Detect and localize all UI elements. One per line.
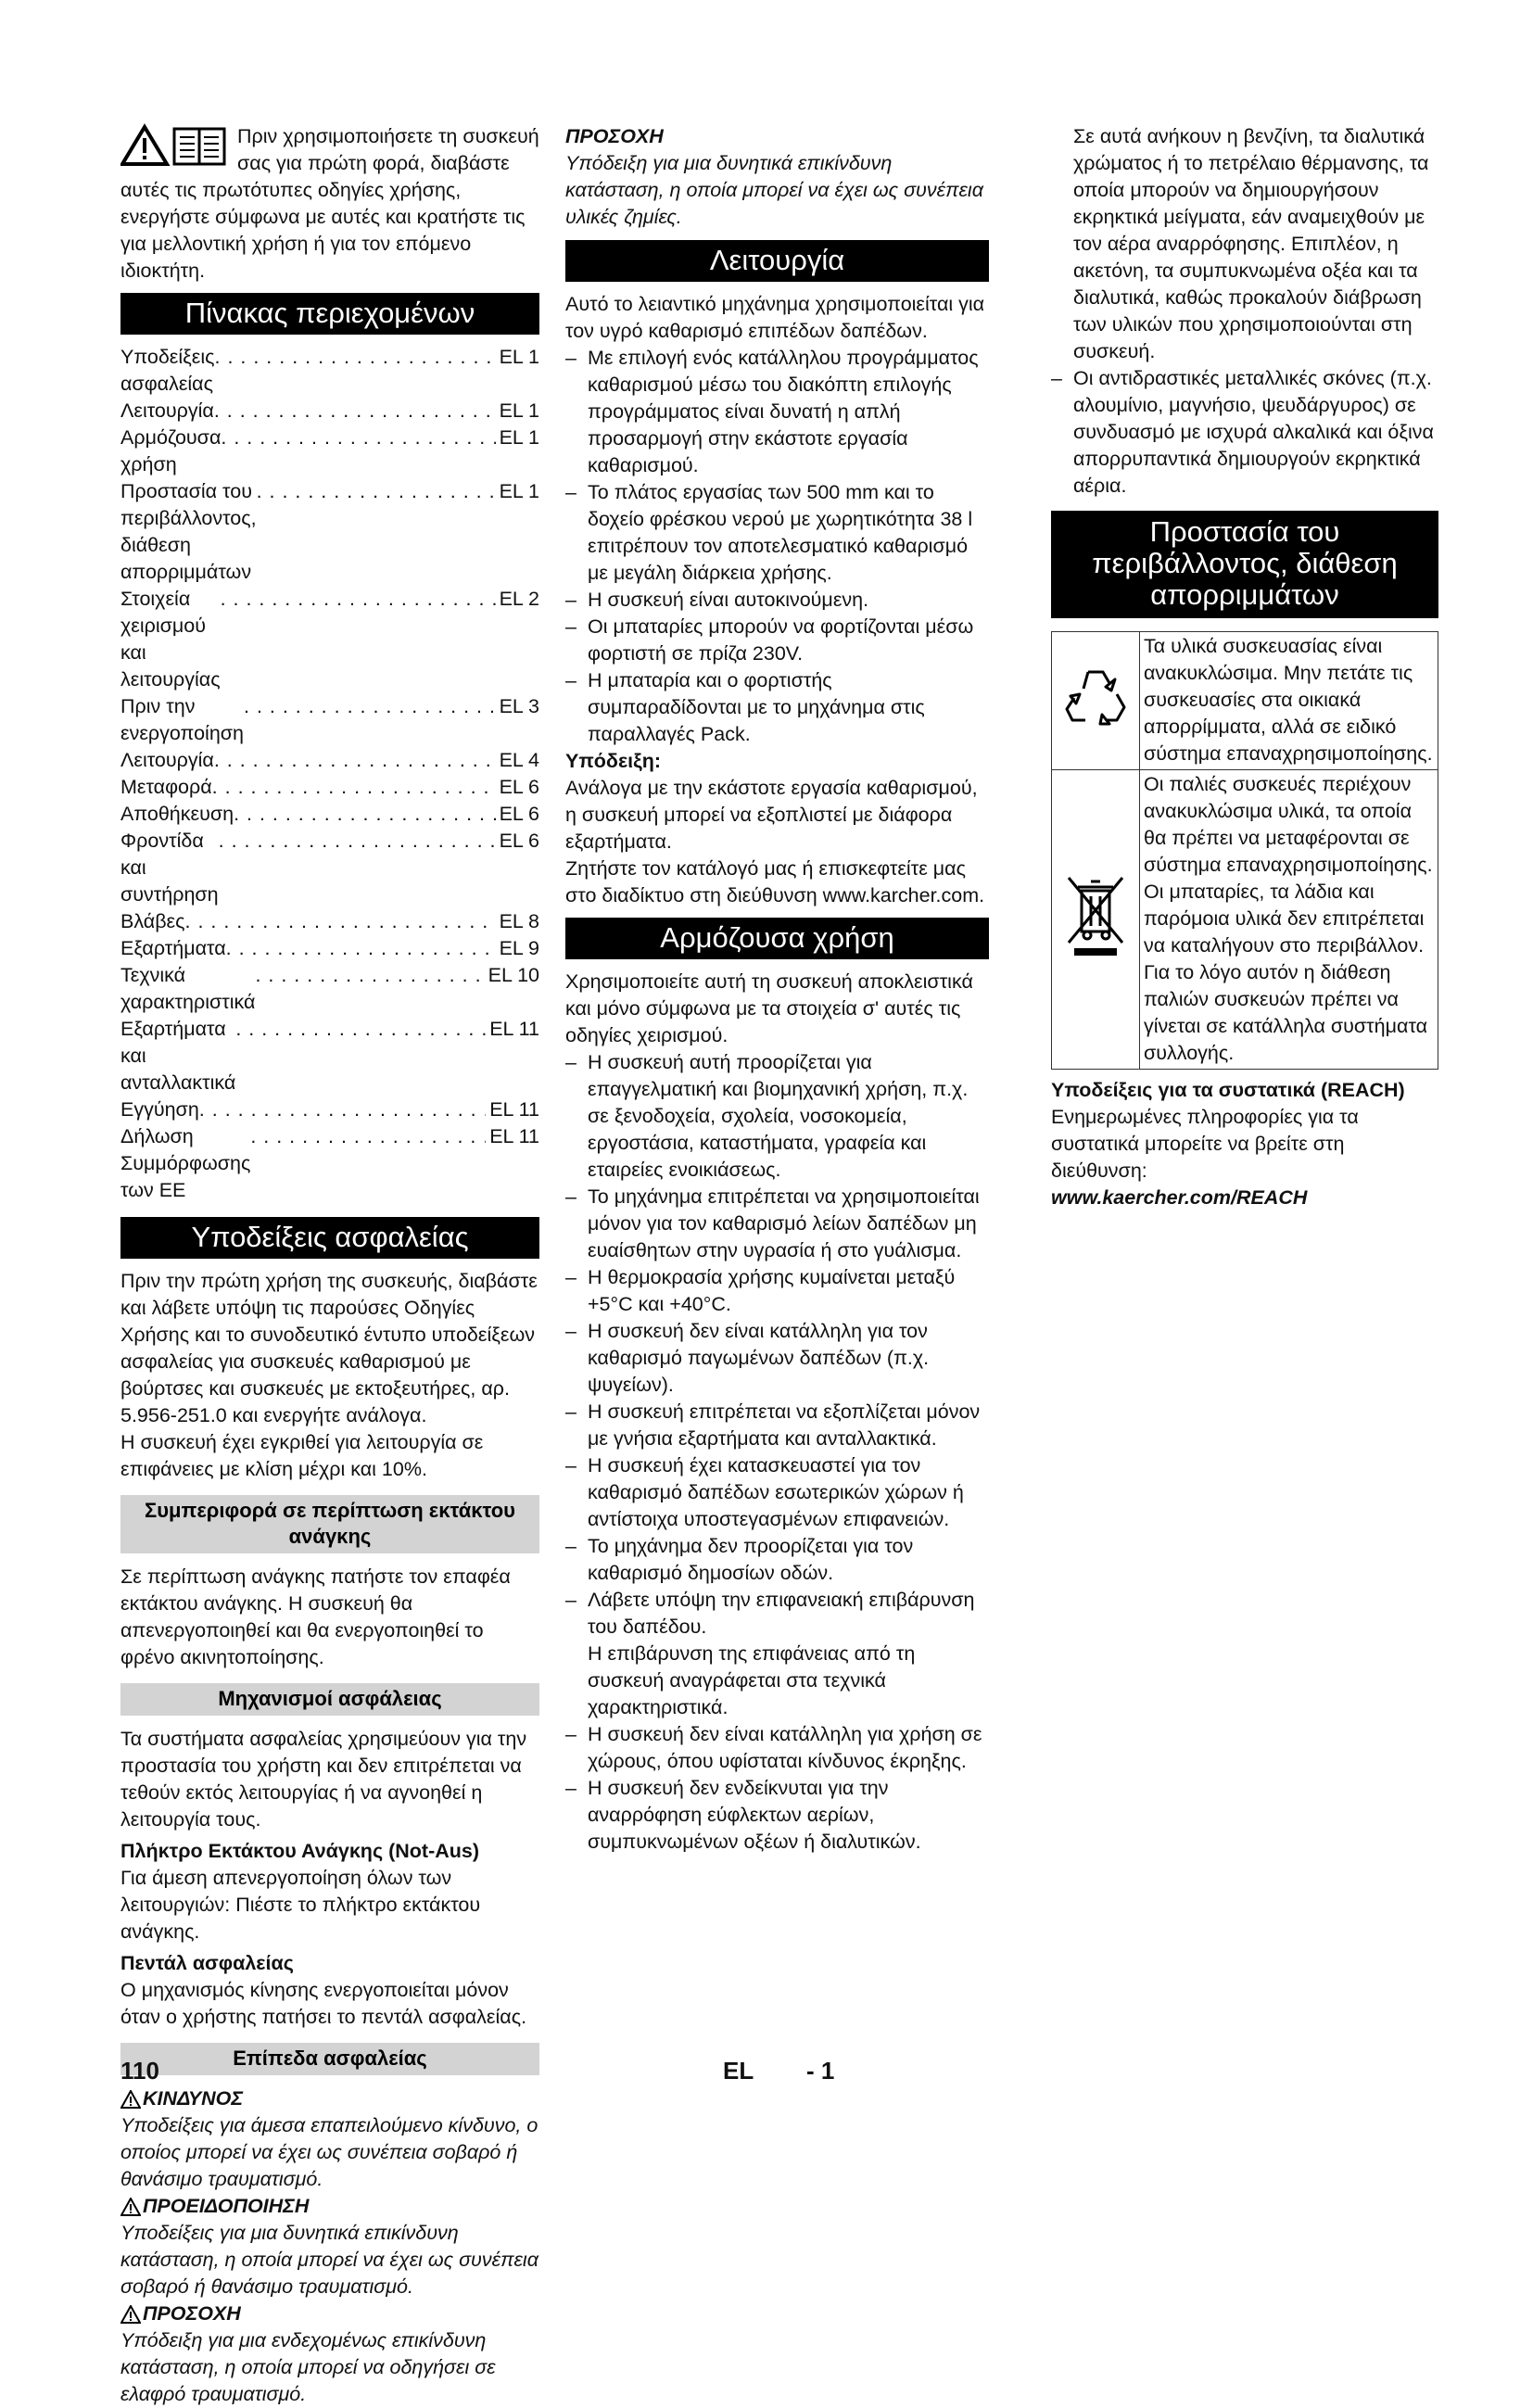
safety-approval: Η συσκευή έχει εγκριθεί για λειτουργία σε επιφάνειες με κλίση μέχρι και 10%. <box>120 1431 484 1480</box>
mechanisms-text: Τα συστήματα ασφαλείας χρησιμεύουν για την προστασία του χρήστη και δεν επιτρέπεται να τεθούν εκτός λειτουργίας ή να αγνοηθεί η λειτουργία τους. <box>120 1728 527 1831</box>
toc-entry[interactable]: Εγγύηση . . . EL 11 <box>120 1096 539 1123</box>
usage-list <box>565 1049 989 1856</box>
attention-label: ΠΡΟΣΟΧΗ <box>565 125 664 147</box>
toc-entry[interactable]: Στοιχεία χειρισμού και λειτουργίας . . . EL 2 <box>120 586 539 693</box>
reach-link[interactable]: www.kaercher.com/REACH <box>1051 1186 1308 1209</box>
recycling-icon <box>1052 632 1140 770</box>
toc-entry[interactable]: Αρμόζουσα χρήση . . . EL 1 <box>120 425 539 478</box>
packaging-text: Τα υλικά συσκευασίας είναι ανακυκλώσιμα. Μην πετάτε τις συσκευασίες στα οικιακά απορρίμματα, αλλά σε ειδικό σύστημα επαναχρησιμοποίησης. <box>1140 632 1438 770</box>
page-number: 110 <box>120 2057 159 2085</box>
toc-entry[interactable]: Τεχνικά χαρακτηριστικά . . . EL 10 <box>120 962 539 1016</box>
toc-entry[interactable]: Εξαρτήματα . . . EL 9 <box>120 935 539 962</box>
safety-intro: Πριν την πρώτη χρήση της συσκευής, διαβάστε και λάβετε υπόψη τις παρούσες Οδηγίες Χρήσης και το συνοδευτικό έντυπο υποδείξεων ασφαλείας για συσκευές καθαρισμού με βούρτσες και συσκευές με εκτοξευτήρες, αρ. 5.956-251.0 και ενεργήτε ανάλογα. <box>120 1270 538 1426</box>
attention-text: Υπόδειξη για μια δυνητικά επικίνδυνη κατάσταση, η οποία μπορεί να έχει ως συνέπεια υλικές ζημίες. <box>565 152 983 228</box>
column-right <box>1051 123 1438 1211</box>
levels-heading: Επίπεδα ασφαλείας <box>120 2043 539 2075</box>
note-heading: Υπόδειξη: <box>565 750 662 772</box>
pedal-heading: Πεντάλ ασφαλείας <box>120 1952 294 1974</box>
caution-label: ΠΡΟΣΟΧΗ <box>120 2300 539 2327</box>
warning-label: ΠΡΟΕΙΔΟΠΟΙΗΣΗ <box>120 2193 539 2220</box>
load-note: Η επιβάρυνση της επιφάνειας από τη συσκευή αναγράφεται στα τεχνικά χαρακτηριστικά. <box>588 1642 916 1718</box>
emergency-heading: Συμπεριφορά σε περίπτωση εκτάκτου ανάγκης <box>120 1495 539 1553</box>
list-item: – Η μπαταρία και ο φορτιστής συμπαραδίδονται με το μηχάνημα στις παραλλαγές Pack. <box>565 667 989 748</box>
reach-text: Ενημερωμένες πληροφορίες για τα συστατικά μπορείτε να βρείτε στη διεύθυνση: <box>1051 1106 1359 1182</box>
list-item: – Η θερμοκρασία χρήσης κυμαίνεται μεταξύ +5°C και +40°C. <box>565 1264 989 1318</box>
list-item: – Λάβετε υπόψη την επιφανειακή επιβάρυνση του δαπέδου. Η επιβάρυνση της επιφάνειας από τη συσκευή αναγράφεται στα τεχνικά χαρακτηριστικά. <box>565 1587 989 1721</box>
toc-entry[interactable]: Υποδείξεις ασφαλείας . . . EL 1 <box>120 344 539 398</box>
usage-list-cont <box>1051 365 1438 500</box>
catalog-text: Ζητήστε τον κατάλογό μας ή επισκεφτείτε μας στο διαδίκτυο στη διεύθυνση www.karcher.com. <box>565 857 985 906</box>
list-item: – Με επιλογή ενός κατάλληλου προγράμματος καθαρισμού μέσω του διακόπτη επιλογής προγράμματος είναι δυνατή η απλή προσαρμογή στην εκάστοτε εργασία καθαρισμού. <box>565 345 989 479</box>
list-item: – Η συσκευή αυτή προορίζεται για επαγγελματική και βιομηχανική χρήση, π.χ. σε ξενοδοχεία, σχολεία, νοσοκομεία, εργοστάσια, καταστήματα, γραφεία και εταιρείες ενοικιάσεως. <box>565 1049 989 1184</box>
environment-table <box>1051 631 1438 1070</box>
safety-heading: Υποδείξεις ασφαλείας <box>120 1217 539 1259</box>
footer-language: EL <box>723 2057 754 2085</box>
warning-triangle-icon <box>120 2305 141 2324</box>
toc-entry[interactable]: Προστασία του περιβάλλοντος, διάθεση απορριμμάτων . . . EL 1 <box>120 478 539 586</box>
list-item: – Η συσκευή έχει κατασκευαστεί για τον καθαρισμό δαπέδων εσωτερικών χώρων ή αντίστοιχα υποστεγασμένων επιφανειών. <box>565 1452 989 1533</box>
toc-entry[interactable]: Λειτουργία . . . EL 1 <box>120 398 539 425</box>
usage-continuation: Σε αυτά ανήκουν η βενζίνη, τα διαλυτικά χρώματος ή το πετρέλαιο θέρμανσης, τα οποία μπορούν να δημιουργήσουν εκρηκτικά μείγματα, εάν αναμειχθούν με τον αέρα αναρρόφησης. Επιπλέον, η ακετόνη, τα συμπυκνωμένα οξέα και τα διαλυτικά, καθώς προκαλούν διάβρωση των υλικών που χρησιμοποιούνται στη συσκευή. <box>1073 125 1429 362</box>
mechanisms-heading: Μηχανισμοί ασφάλειας <box>120 1683 539 1716</box>
list-item: – Η συσκευή δεν είναι κατάλληλη για χρήση σε χώρους, όπου υφίσταται κίνδυνος έκρηξης. <box>565 1721 989 1775</box>
table-row <box>1052 632 1438 770</box>
reach-heading: Υποδείξεις για τα συστατικά (REACH) <box>1051 1079 1405 1101</box>
emergency-text: Σε περίπτωση ανάγκης πατήστε τον επαφέα εκτάκτου ανάγκης. Η συσκευή θα απενεργοποιηθεί και θα ενεργοποιηθεί το φρένο ακινητοποίησης. <box>120 1565 511 1668</box>
function-list <box>565 345 989 748</box>
toc-entry[interactable]: Βλάβες . . . EL 8 <box>120 908 539 935</box>
function-text: Αυτό το λειαντικό μηχάνημα χρησιμοποιείται για τον υγρό καθαρισμό επιπέδων δαπέδων. <box>565 293 985 342</box>
intro-text: Πριν χρησιμοποιήσετε τη συσκευή σας για πρώτη φορά, διαβάστε αυτές τις πρωτότυπες οδηγίες χρήσης, ενεργήστε σύμφωνα με αυτές και κρατήστε τις για μελλοντική χρήση ή για τον επόμενο ιδιοκτήτη. <box>120 125 539 282</box>
usage-heading: Αρμόζουσα χρήση <box>565 918 989 959</box>
toc-entry[interactable]: Αποθήκευση . . . EL 6 <box>120 801 539 828</box>
toc-list <box>120 344 539 1204</box>
usage-text: Χρησιμοποιείτε αυτή τη συσκευή αποκλειστικά και μόνο σύμφωνα με τα στοιχεία σ' αυτές τις οδηγίες χειρισμού. <box>565 970 973 1046</box>
list-item: – Το μηχάνημα δεν προορίζεται για τον καθαρισμό δημοσίων οδών. <box>565 1533 989 1587</box>
toc-entry[interactable]: Πριν την ενεργοποίηση . . . EL 3 <box>120 693 539 747</box>
column-middle <box>565 123 989 1856</box>
function-heading: Λειτουργία <box>565 240 989 282</box>
danger-label: ΚΙΝΔΥΝΟΣ <box>120 2085 539 2112</box>
list-item: – Οι αντιδραστικές μεταλλικές σκόνες (π.χ. αλουμίνιο, μαγνήσιο, ψευδάργυρος) σε συνδυασμό με ισχυρά αλκαλικά και όξινα απορρυπαντικά δημιουργούν εκρηκτικά αέρια. <box>1051 365 1438 500</box>
toc-entry[interactable]: Εξαρτήματα και ανταλλακτικά . . . EL 11 <box>120 1016 539 1096</box>
crossed-bin-icon <box>1052 770 1140 1070</box>
list-item: – Η συσκευή είναι αυτοκινούμενη. <box>565 587 989 614</box>
list-item: – Η συσκευή δεν ενδείκνυται για την αναρρόφηση εύφλεκτων αερίων, συμπυκνωμένων οξέων ή διαλυτικών. <box>565 1775 989 1856</box>
pedal-text: Ο μηχανισμός κίνησης ενεργοποιείται μόνον όταν ο χρήστης πατήσει το πεντάλ ασφαλείας. <box>120 1979 527 2028</box>
toc-entry[interactable]: Μεταφορά . . . EL 6 <box>120 774 539 801</box>
toc-heading: Πίνακας περιεχομένων <box>120 293 539 335</box>
manual-book-icon <box>174 129 224 164</box>
column-left <box>120 123 539 2408</box>
list-item: – Το πλάτος εργασίας των 500 mm και το δοχείο φρέσκου νερού με χωρητικότητα 38 l επιτρέπουν τον αποτελεσματικό καθαρισμό με μεγάλη διάρκεια χρήσης. <box>565 479 989 587</box>
devices-text: Οι παλιές συσκευές περιέχουν ανακυκλώσιμα υλικά, τα οποία θα πρέπει να μεταφέρονται σε σύστημα επαναχρησιμοποίησης. Οι μπαταρίες, τα λάδια και παρόμοια υλικά δεν επιτρέπεται να καταλήγουν στο περιβάλλον. Για το λόγο αυτόν η διάθεση παλιών συσκευών πρέπει να γίνεται σε κατάλληλα συστήματα συλλογής. <box>1140 770 1438 1070</box>
table-row <box>1052 770 1438 1070</box>
danger-text: Υποδείξεις για άμεσα επαπειλούμενο κίνδυνο, ο οποίος μπορεί να έχει ως συνέπεια σοβαρό ή θανάσιμο τραυματισμό. <box>120 2114 538 2190</box>
estop-text: Για άμεση απενεργοποίηση όλων των λειτουργιών: Πιέστε το πλήκτρο εκτάκτου ανάγκης. <box>120 1867 481 1943</box>
list-item: – Το μηχάνημα επιτρέπεται να χρησιμοποιείται μόνον για τον καθαρισμό λείων δαπέδων μη ευαίσθητων στην υγρασία ή στο γυάλισμα. <box>565 1184 989 1264</box>
list-item: – Η συσκευή δεν είναι κατάλληλη για τον καθαρισμό παγωμένων δαπέδων (π.χ. ψυγείων). <box>565 1318 989 1399</box>
list-item: – Οι μπαταρίες μπορούν να φορτίζονται μέσω φορτιστή σε πρίζα 230V. <box>565 614 989 667</box>
warning-triangle-icon <box>120 2198 141 2216</box>
warning-triangle-icon <box>120 123 228 168</box>
toc-entry[interactable]: Φροντίδα και συντήρηση . . . EL 6 <box>120 828 539 908</box>
note-text: Ανάλογα με την εκάστοτε εργασία καθαρισμού, η συσκευή μπορεί να εξοπλιστεί με διάφορα εξαρτήματα. <box>565 777 978 853</box>
estop-heading: Πλήκτρο Εκτάκτου Ανάγκης (Not-Aus) <box>120 1840 480 1862</box>
warning-triangle-icon <box>120 2090 141 2109</box>
intro <box>120 123 539 285</box>
list-item: – Η συσκευή επιτρέπεται να εξοπλίζεται μόνον με γνήσια εξαρτήματα και ανταλλακτικά. <box>565 1399 989 1452</box>
toc-entry[interactable]: Λειτουργία . . . EL 4 <box>120 747 539 774</box>
footer-section-page: - 1 <box>806 2057 835 2085</box>
intro-icons <box>120 123 228 168</box>
toc-entry[interactable]: Δήλωση Συμμόρφωσης των ΕΕ . . . EL 11 <box>120 1123 539 1204</box>
caution-text: Υπόδειξη για μια ενδεχομένως επικίνδυνη κατάσταση, η οποία μπορεί να οδηγήσει σε ελαφρό τραυματισμό. <box>120 2329 496 2405</box>
environment-heading: Προστασία του περιβάλλοντος, διάθεση απορριμμάτων <box>1051 511 1438 618</box>
warning-text: Υποδείξεις για μια δυνητικά επικίνδυνη κατάσταση, η οποία μπορεί να έχει ως συνέπεια σοβαρό ή θανάσιμο τραυματισμό. <box>120 2222 538 2298</box>
